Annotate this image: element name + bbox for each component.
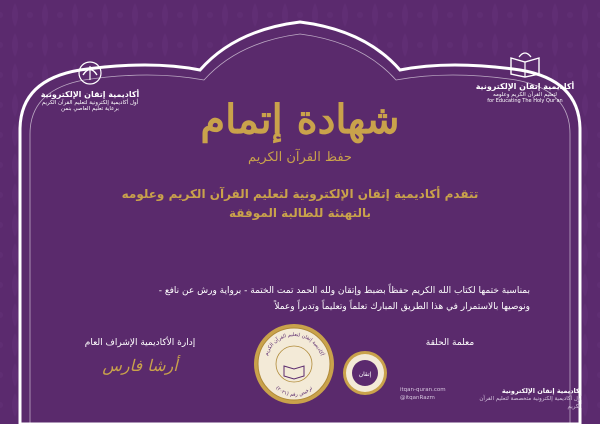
body-line-2: ونوصيها بالاستمرار في هذا الطريق المبارك تعلماً وتعليماً وتدبراً وعملاً [274, 302, 530, 313]
signer-left-signature: أرشا فارس [102, 356, 178, 375]
footer-contacts [400, 387, 470, 402]
logo-right-en: for Educating The Holy Qur'an [487, 98, 563, 105]
congratulations-line-2: بالتهنئة للطالبة الموفقة [228, 205, 371, 220]
signer-right-title: معلمة الحلقة [425, 338, 475, 348]
certificate-title: شهادة إتمام [200, 96, 400, 143]
congratulations-block [120, 185, 480, 222]
logo-left-sub2: برعاية تعليم العاصي بنمن [61, 106, 119, 113]
body-line-1: بمناسبة ختمها لكتاب الله الكريم حفظاً بضبط وإتقان ولله الحمد تمت الختمة - برواية ورش عن نافع - [158, 286, 530, 296]
calligraphy-logo-icon [74, 60, 106, 86]
logo-left-name: أكاديمية إتقان الإلكترونية [40, 90, 140, 99]
quran-book-icon [507, 48, 543, 78]
seal-top-text: أكاديمية إتقان لتعليم القرآن الكريم [263, 331, 325, 357]
congratulations-line-1: تتقدم أكاديمية إتقان الإلكترونية لتعليم القرآن الكريم وعلومه [121, 187, 479, 201]
academy-seal-small [342, 350, 388, 396]
seal-bottom-text: ترخيص رقم (٢٠٢١) [274, 385, 314, 399]
footer-tagline: أول أكاديمية إلكترونية متخصصة لتعليم القرآن الكريم [479, 396, 582, 410]
logo-left-sub: أول أكاديمية إلكترونية لتعليم القرآن الكريم [41, 99, 139, 106]
academy-logo-right [470, 48, 580, 104]
logo-right-sub: لتعليم القرآن الكريم وعلومه [493, 91, 557, 98]
footer-handle[interactable]: @itqanRazm [400, 394, 435, 401]
certificate-subtitle: حفظ القرآن الكريم [248, 150, 352, 165]
signer-left-title: إدارة الأكاديمية الإشراف العام [84, 338, 196, 348]
logo-right-name: أكاديمية إتقان الإلكترونية [475, 82, 575, 91]
academy-seal-large [252, 322, 336, 406]
academy-logo-left [35, 60, 145, 113]
seal-small-text: إتقان [358, 371, 372, 378]
footer-academy-name: أكاديمية إتقان الإلكترونية [501, 387, 582, 395]
footer-website[interactable]: itqan-quran.com [400, 387, 446, 393]
body-text [70, 283, 530, 315]
footer-academy [472, 387, 582, 411]
